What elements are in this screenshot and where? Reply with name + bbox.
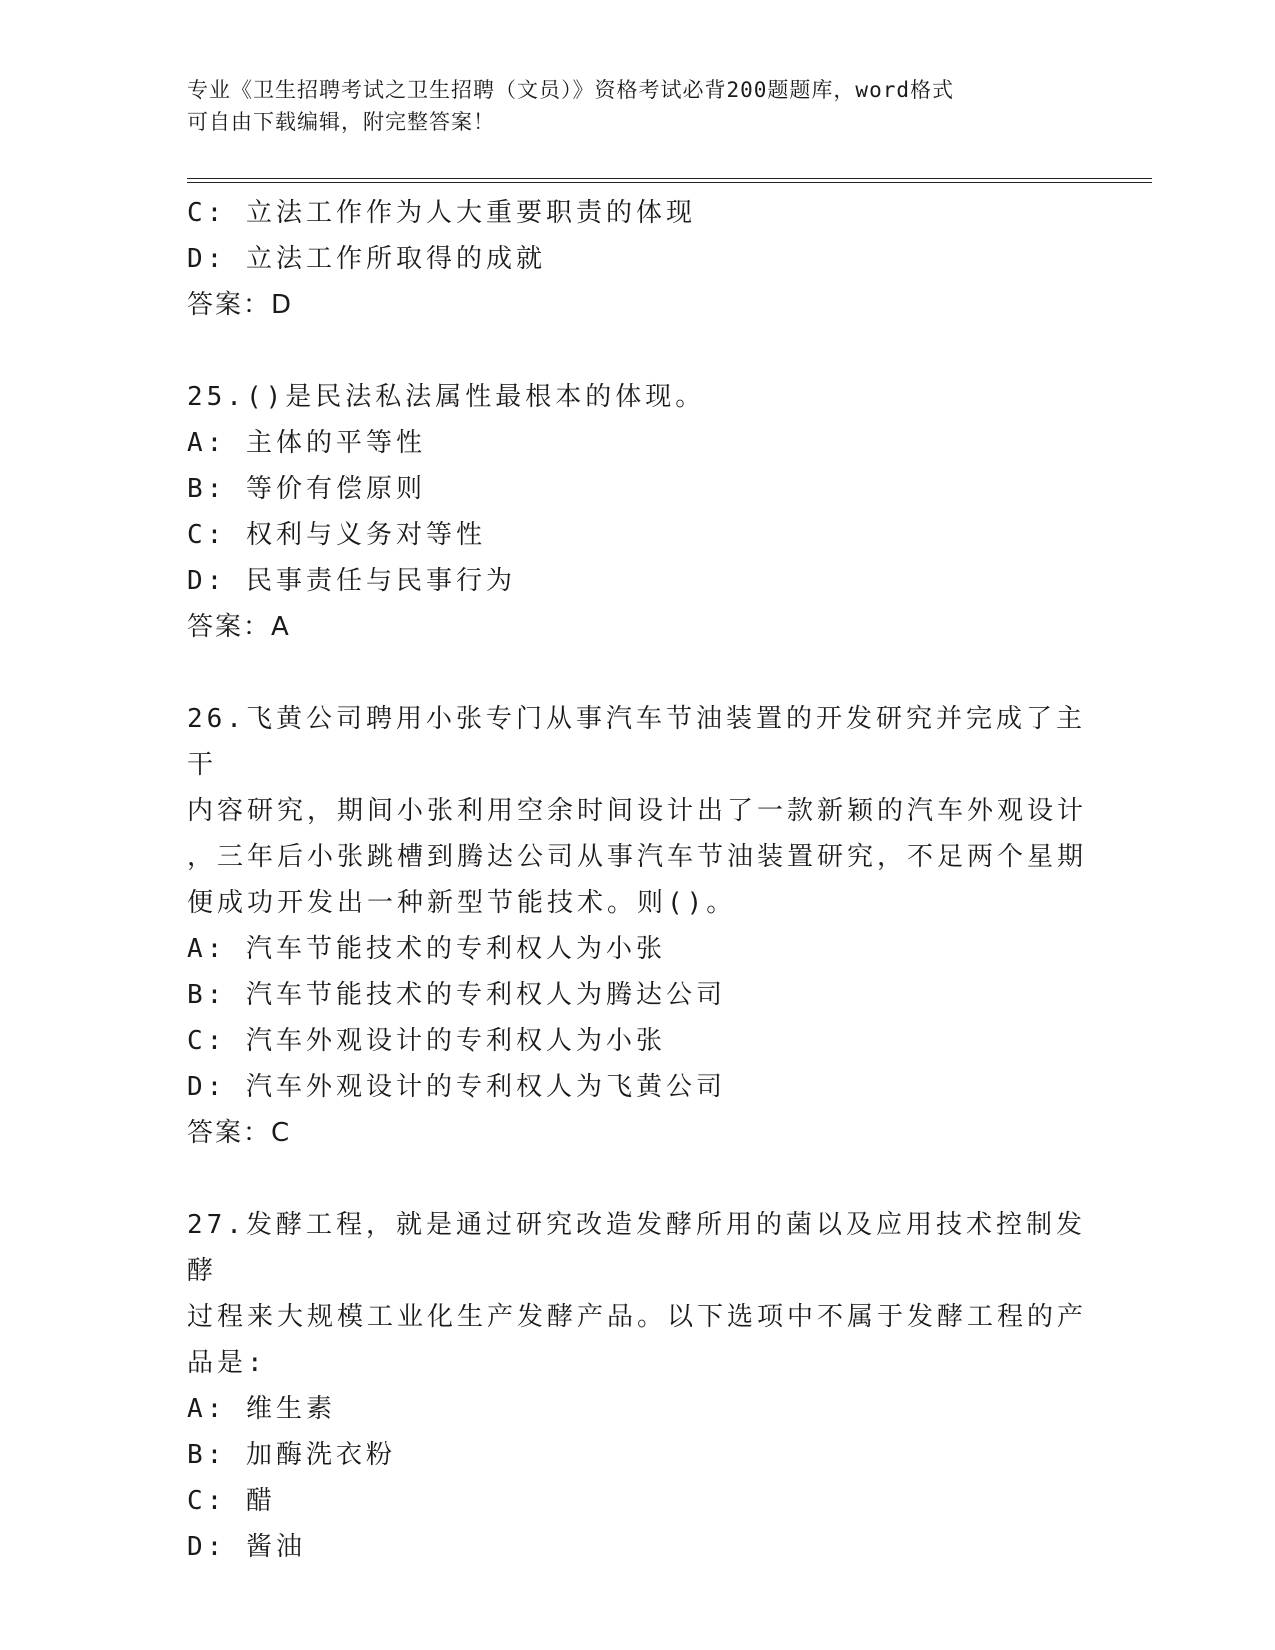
header-double-rule	[187, 178, 1152, 183]
option-a: A: 主体的平等性	[187, 428, 426, 458]
answer-line: 答案：A	[187, 612, 291, 642]
question-stem: 品是:	[187, 1348, 267, 1378]
question-26	[187, 696, 1087, 1156]
question-27	[187, 1202, 1087, 1570]
question-25	[187, 374, 1087, 650]
option-b: B: 加酶洗衣粉	[187, 1440, 396, 1470]
header-line-1: 专业《卫生招聘考试之卫生招聘（文员）》资格考试必背200题题库，word格式	[187, 78, 954, 102]
option-c: C: 权利与义务对等性	[187, 520, 486, 550]
question-stem: 过程来大规模工业化生产发酵产品。以下选项中不属于发酵工程的产	[187, 1302, 1088, 1332]
question-24-continued	[187, 190, 1087, 328]
spacer	[187, 1156, 1087, 1202]
spacer	[187, 328, 1087, 374]
option-a: A: 维生素	[187, 1394, 336, 1424]
option-a: A: 汽车节能技术的专利权人为小张	[187, 934, 666, 964]
option-d: D: 立法工作所取得的成就	[187, 244, 546, 274]
header-line-2: 可自由下载编辑，附完整答案！	[187, 110, 495, 134]
option-d: D: 酱油	[187, 1532, 306, 1562]
question-stem: 便成功开发出一种新型节能技术。则()。	[187, 888, 737, 918]
option-b: B: 等价有偿原则	[187, 474, 426, 504]
answer-line: 答案：D	[187, 290, 294, 320]
option-c: C: 醋	[187, 1486, 276, 1516]
option-b: B: 汽车节能技术的专利权人为腾达公司	[187, 980, 726, 1010]
document-header	[187, 74, 1087, 138]
option-c: C: 汽车外观设计的专利权人为小张	[187, 1026, 666, 1056]
question-stem: ，三年后小张跳槽到腾达公司从事汽车节油装置研究，不足两个星期	[187, 842, 1088, 872]
spacer	[187, 650, 1087, 696]
question-stem: 25.()是民法私法属性最根本的体现。	[187, 382, 706, 412]
option-d: D: 民事责任与民事行为	[187, 566, 516, 596]
question-stem: 27.发酵工程，就是通过研究改造发酵所用的菌以及应用技术控制发酵	[187, 1210, 1086, 1286]
question-stem: 内容研究，期间小张利用空余时间设计出了一款新颖的汽车外观设计	[187, 796, 1088, 826]
answer-line: 答案：C	[187, 1118, 292, 1148]
option-d: D: 汽车外观设计的专利权人为飞黄公司	[187, 1072, 726, 1102]
question-stem: 26.飞黄公司聘用小张专门从事汽车节油装置的开发研究并完成了主干	[187, 704, 1086, 780]
document-body	[187, 190, 1087, 1570]
option-c: C: 立法工作作为人大重要职责的体现	[187, 198, 696, 228]
